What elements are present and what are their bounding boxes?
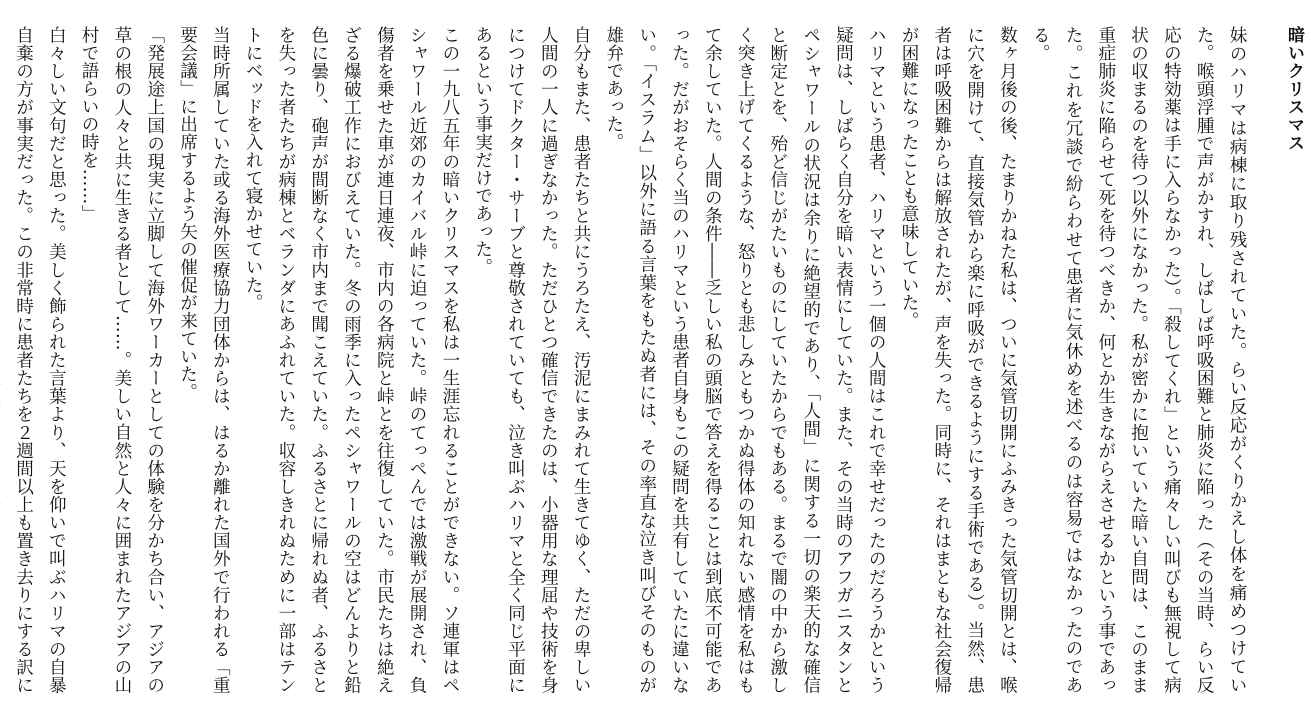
body-text <box>0 26 1253 694</box>
paragraph: 白々しい文句だと思った。美しく飾られた言葉より、天を仰いで叫ぶハリマの自暴自棄の方が事実だった。この非常時に患者たちを２週間以上も置き去りにする訳に <box>13 26 67 694</box>
paragraph: 自分もまた、患者たちと共にうろたえ、汚泥にまみれて生きてゆく、ただの卑しい人間の一人に過ぎなかった。ただひとつ確信できたのは、小器用な理屈や技術を身につけてドクター・サーブと尊敬されていても、泣き叫ぶハリマと全く同じ平面にあるという事実だけであった。 <box>472 26 592 694</box>
paragraph: 妹のハリマは病棟に取り残されていた。らい反応がくりかえし体を痛めつけていた。喉頭浮腫で声がかすれ、しばしば呼吸困難と肺炎に陥った（その当時、らい反応の特効薬は手に入らなかった）。「殺してくれ」という痛々しい叫びも無視して病状の収まるのを待つ以外になかった。私が密かに抱いていた暗い自問は、このまま重症肺炎に陥らせて死を待つべきか、何とか生きながらえさせるかという事であった。これを冗談で紛らわせて患者に気休めを述べるのは容易ではなかったのである。 <box>1030 26 1247 694</box>
paragraph: 当時所属していた或る海外医療協力団体からは、はるか離れた国外で行われる「重要会議」に出席するよう矢の催促が来ていた。 <box>177 26 231 694</box>
paragraph: 数ヶ月後の後、たまりかねた私は、ついに気管切開にふみきった気管切開とは、喉に穴を開けて、直接気管から楽に呼吸ができるようにする手術である）。当然、患者は呼吸困難からは解放されたが、声を失った。同時に、それはまともな社会復帰が困難になったことも意味していた。 <box>899 26 1018 694</box>
paragraph: この一九八五年の暗いクリスマスを私は一生涯忘れることができない。ソ連軍はペシャワール近郊のカイバル峠に迫っていた。峠のてっぺんでは激戦が展開され、負傷者を乗せた車が連日連夜、市内の各病院と峠とを往復していた。市民たちは絶えざる爆破工作におびえていた。冬の雨季に入ったペシャワールの空はどんよりと鉛色に曇り、砲声が間断なく市内まで聞こえていた。ふるさとに帰れぬ者、ふるさとを失った者たちが病棟とベランダにあふれていた。収容しきれぬために一部はテントにベッドを入れて寝かせていた。 <box>243 26 460 694</box>
paragraph: ハリマという患者、ハリマという一個の人間はこれで幸せだったのだろうかという疑問は、しばらく自分を暗い表情にしていた。また、その当時のアフガニスタンとペシャワールの状況は余りに絶望的であり、「人間」に関する一切の楽天的な確信と断定とを、殆ど信じがたいものにしていたからでもある。まるで闇の中から激しく突き上げてくるような、怒りとも悲しみともつかぬ得体の知れない感情を私はもて余していた。人間の条件――乏しい私の頭脳で答えを得ることは到底不可能であった。だがおそらく当のハリマという患者自身もこの疑問を共有していたに違いない。「イスラム」以外に語る言葉をもたぬ者には、その率直な泣き叫びそのものが雄弁であった。 <box>603 26 887 694</box>
paragraph: 「発展途上国の現実に立脚して海外ワーカーとしての体験を分かち合い、アジアの草の根の人々と共に生きる者として……。美しい自然と人々に囲まれたアジアの山村で語らいの時を……」 <box>79 26 165 694</box>
page-title: 暗いクリスマス <box>1284 26 1304 152</box>
